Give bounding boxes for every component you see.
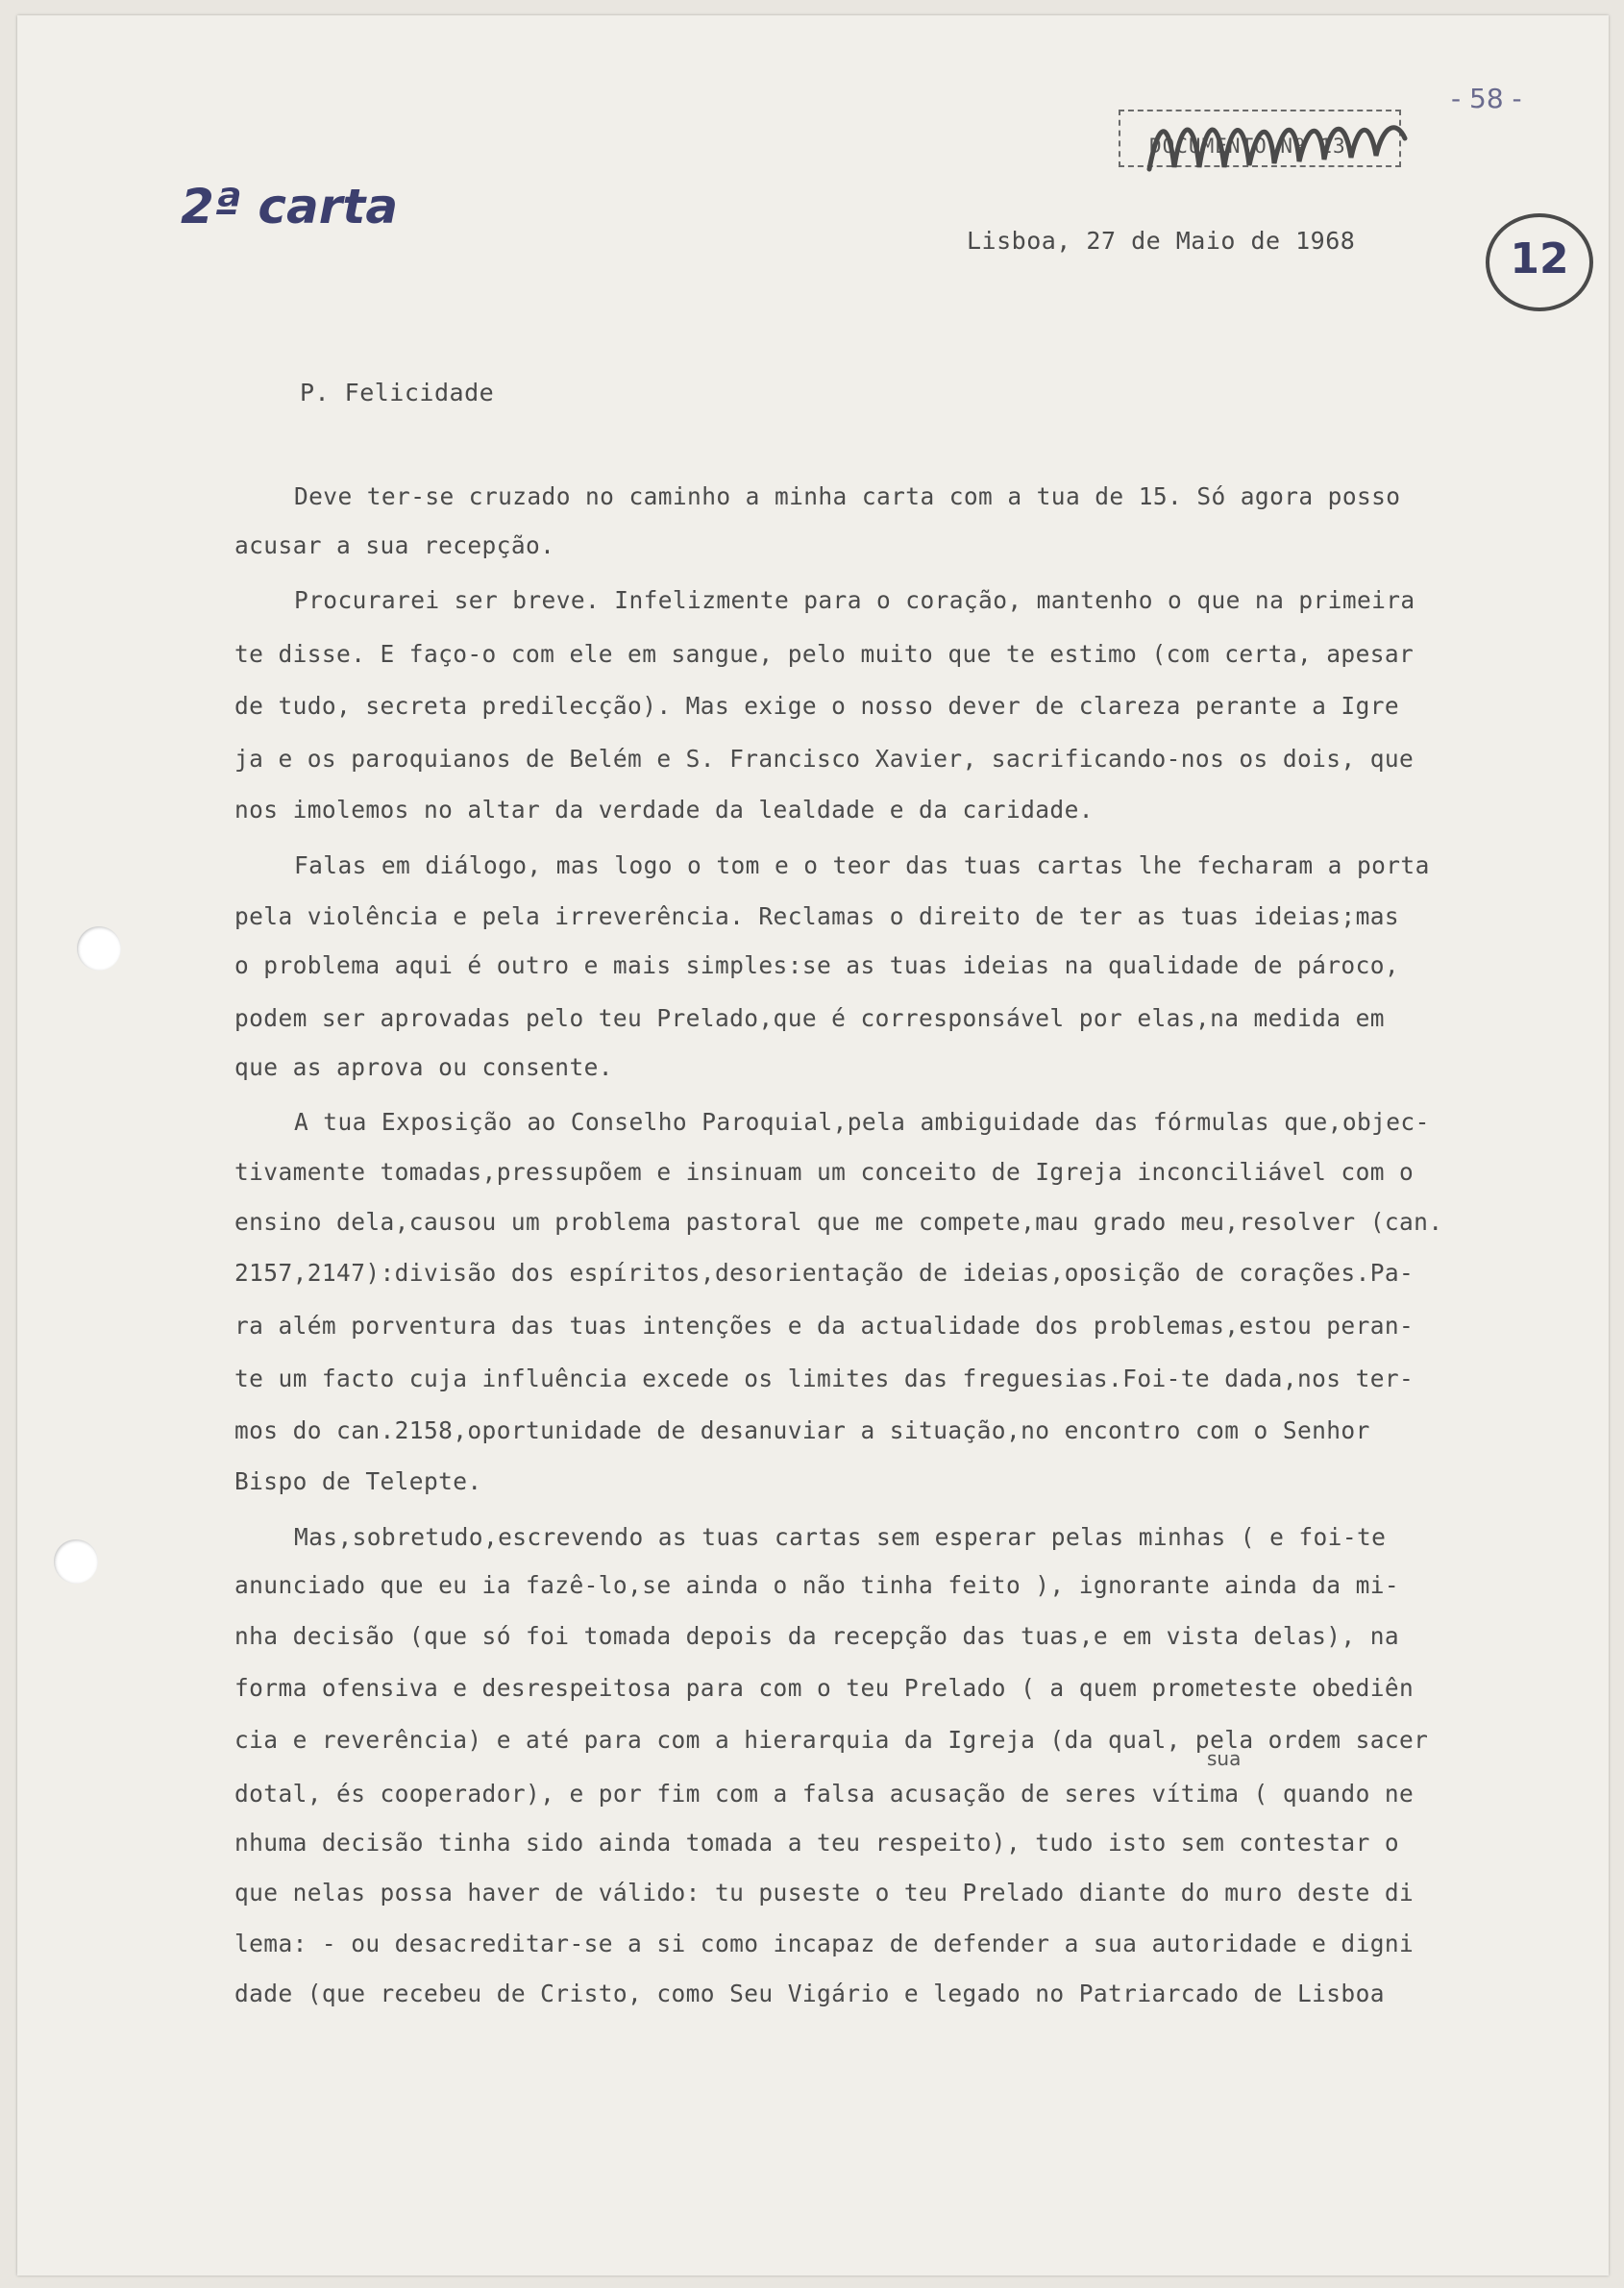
date-line: Lisboa, 27 de Maio de 1968 <box>967 227 1356 255</box>
letter-line: Mas,sobretudo,escrevendo as tuas cartas sem esperar pelas minhas ( e foi-te <box>294 1523 1387 1551</box>
letter-line: anunciado que eu ia fazê-lo,se ainda o não tinha feito ), ignorante ainda da mi- <box>234 1571 1400 1599</box>
salutation: P. Felicidade <box>300 379 495 406</box>
letter-line: ja e os paroquianos de Belém e S. Francisco Xavier, sacrificando-nos os dois, que <box>234 745 1415 773</box>
letter-line: 2157,2147):divisão dos espíritos,desorientação de ideias,oposição de corações.Pa- <box>234 1259 1415 1287</box>
letter-line: Bispo de Telepte. <box>234 1467 482 1495</box>
letter-line: dade (que recebeu de Cristo, como Seu Vigário e legado no Patriarcado de Lisboa <box>234 1980 1385 2007</box>
letter-line: que as aprova ou consente. <box>234 1053 613 1081</box>
handwritten-title: 2ª carta <box>181 179 399 234</box>
letter-line: te um facto cuja influência excede os limites das freguesias.Foi-te dada,nos ter- <box>234 1365 1415 1392</box>
letter-line: Falas em diálogo, mas logo o tom e o teor das tuas cartas lhe fecharam a porta <box>294 851 1430 879</box>
letter-line: nos imolemos no altar da verdade da lealdade e da caridade. <box>234 796 1094 824</box>
letter-line: o problema aqui é outro e mais simples:se as tuas ideias na qualidade de pároco, <box>234 951 1400 979</box>
letter-line: nha decisão (que só foi tomada depois da recepção das tuas,e em vista delas), na <box>234 1622 1400 1650</box>
circled-page-number <box>1486 213 1593 311</box>
interlinear-note: sua <box>1207 1747 1242 1770</box>
letter-line: pela violência e pela irreverência. Reclamas o direito de ter as tuas ideias;mas <box>234 902 1400 930</box>
letter-line: cia e reverência) e até para com a hierarquia da Igreja (da qual, pela ordem sacer <box>234 1726 1429 1754</box>
letter-line: podem ser aprovadas pelo teu Prelado,que é corresponsável por elas,na medida em <box>234 1004 1385 1032</box>
letter-line: dotal, és cooperador), e por fim com a falsa acusação de seres vítima ( quando ne <box>234 1780 1415 1808</box>
scribble-mark-icon <box>1140 100 1428 186</box>
letter-line: forma ofensiva e desrespeitosa para com o teu Prelado ( a quem prometeste obediên <box>234 1674 1415 1702</box>
letter-line: mos do can.2158,oportunidade de desanuviar a situação,no encontro com o Senhor <box>234 1416 1370 1444</box>
letter-line: que nelas possa haver de válido: tu puseste o teu Prelado diante do muro deste di <box>234 1879 1415 1907</box>
letter-line: ensino dela,causou um problema pastoral que me compete,mau grado meu,resolver (can. <box>234 1208 1443 1236</box>
letter-line: Procurarei ser breve. Infelizmente para o coração, mantenho o que na primeira <box>294 586 1415 614</box>
letter-line: lema: - ou desacreditar-se a si como incapaz de defender a sua autoridade e digni <box>234 1930 1415 1957</box>
page-marker: - 58 - <box>1451 83 1522 114</box>
letter-line: tivamente tomadas,pressupõem e insinuam um conceito de Igreja inconciliável com o <box>234 1158 1415 1186</box>
letter-line: de tudo, secreta predilecção). Mas exige o nosso dever de clareza perante a Igre <box>234 692 1400 720</box>
letter-line: A tua Exposição ao Conselho Paroquial,pela ambiguidade das fórmulas que,objec- <box>294 1108 1430 1136</box>
letter-line: nhuma decisão tinha sido ainda tomada a teu respeito), tudo isto sem contestar o <box>234 1829 1400 1857</box>
document-number: DOCUMENTO Nº 13 <box>1149 135 1346 158</box>
letter-line: te disse. E faço-o com ele em sangue, pelo muito que te estimo (com certa, apesar <box>234 640 1415 668</box>
letter-line: ra além porventura das tuas intenções e da actualidade dos problemas,estou peran- <box>234 1312 1415 1340</box>
letter-line: Deve ter-se cruzado no caminho a minha carta com a tua de 15. Só agora posso <box>294 482 1401 510</box>
punch-hole-top <box>77 926 121 971</box>
punch-hole-bottom <box>54 1539 98 1584</box>
letter-line: acusar a sua recepção. <box>234 531 555 559</box>
circled-number-text: 12 <box>1510 234 1569 283</box>
